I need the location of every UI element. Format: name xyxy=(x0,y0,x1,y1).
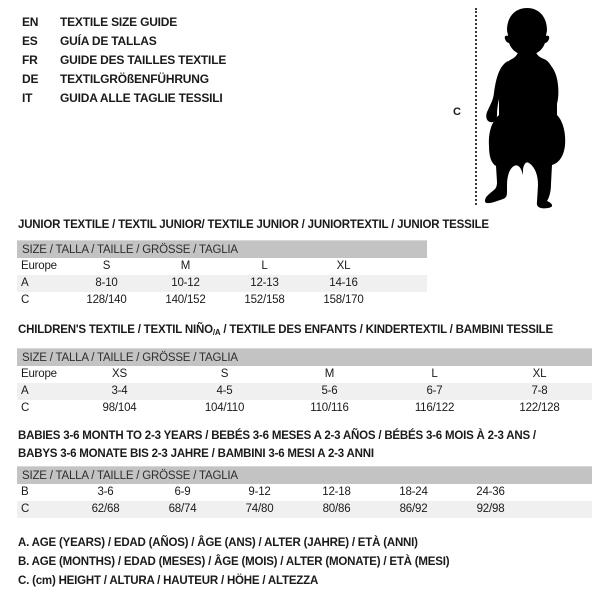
lang-label: TEXTILGRÖßENFÜHRUNG xyxy=(60,72,209,86)
table-header-size: SIZE / TALLA / TAILLE / GRÖSSE / TAGLIA xyxy=(17,240,427,258)
height-label: C xyxy=(453,106,461,118)
heading-line-2: BABYS 3-6 MONATE BIS 2-3 JAHRE / BAMBINI 3-6 MESI A 2-3 ANNI xyxy=(18,448,374,460)
size-value-cell: S xyxy=(102,260,111,272)
section-heading-children xyxy=(18,321,553,342)
size-value-cell: 152/158 xyxy=(244,294,285,306)
heading-text: CHILDREN'S TEXTILE / TEXTIL NIÑO xyxy=(18,324,213,336)
lang-row-fr xyxy=(22,51,226,70)
size-value-cell: 140/152 xyxy=(165,294,206,306)
heading-text: / TEXTILE DES ENFANTS / KINDERTEXTIL / BAMBINI TESSILE xyxy=(220,324,553,336)
size-value-cell: 104/110 xyxy=(204,402,245,414)
size-value-cell: 3-6 xyxy=(97,486,114,498)
section-heading-junior: JUNIOR TEXTILE / TEXTIL JUNIOR/ TEXTILE JUNIOR / JUNIORTEXTIL / JUNIOR TESSILE xyxy=(18,219,489,231)
size-value-cell: 24-36 xyxy=(476,486,505,498)
table-row-height xyxy=(17,400,592,417)
table-row-months xyxy=(17,484,592,501)
size-value-cell: M xyxy=(180,260,191,272)
lang-row-en xyxy=(22,13,226,32)
size-value-cell: 10-12 xyxy=(171,277,200,289)
lang-code: ES xyxy=(22,34,38,48)
lang-label: TEXTILE SIZE GUIDE xyxy=(60,15,178,29)
table-row-height xyxy=(17,501,592,518)
section-heading-babies xyxy=(18,427,536,463)
size-value-cell: 7-8 xyxy=(531,385,548,397)
size-value-cell: 6-9 xyxy=(174,486,191,498)
table-header-size: SIZE / TALLA / TAILLE / GRÖSSE / TAGLIA xyxy=(17,348,592,366)
size-value-cell: S xyxy=(220,368,229,380)
size-value-cell: 158/170 xyxy=(323,294,364,306)
row-label: B xyxy=(21,486,29,498)
heading-line-1: BABIES 3-6 MONTH TO 2-3 YEARS / BEBÉS 3-6 MESES A 2-3 AÑOS / BÉBÉS 3-6 MOIS À 2-3 ANS / xyxy=(18,430,536,442)
note-age-months: B. AGE (MONTHS) / EDAD (MESES) / ÂGE (MOIS) / ALTER (MONATE) / ETÀ (MESI) xyxy=(18,556,450,568)
table-header-size: SIZE / TALLA / TAILLE / GRÖSSE / TAGLIA xyxy=(17,466,592,484)
junior-size-table xyxy=(17,240,427,309)
table-row-europe xyxy=(17,366,592,383)
table-row-europe xyxy=(17,258,427,275)
table-row-age xyxy=(17,383,592,400)
babies-size-table xyxy=(17,466,592,518)
row-label: C xyxy=(21,402,30,414)
note-age-years: A. AGE (YEARS) / EDAD (AÑOS) / ÂGE (ANS) / ALTER (JAHRE) / ETÀ (ANNI) xyxy=(18,537,418,549)
lang-row-es xyxy=(22,32,226,51)
size-value-cell: 122/128 xyxy=(519,402,560,414)
size-value-cell: 62/68 xyxy=(91,503,120,515)
size-value-cell: 110/116 xyxy=(310,402,349,414)
size-value-cell: 74/80 xyxy=(245,503,274,515)
table-row-age xyxy=(17,275,427,292)
size-value-cell: XL xyxy=(532,368,547,380)
size-value-cell: 5-6 xyxy=(321,385,338,397)
language-list xyxy=(22,13,226,108)
size-value-cell: 92/98 xyxy=(476,503,505,515)
size-value-cell: 14-16 xyxy=(329,277,358,289)
size-value-cell: XL xyxy=(336,260,351,272)
size-value-cell: 98/104 xyxy=(102,402,137,414)
lang-row-it xyxy=(22,89,226,108)
size-value-cell: 18-24 xyxy=(399,486,428,498)
lang-code: FR xyxy=(22,53,38,67)
row-label: Europe xyxy=(21,260,57,272)
note-height-cm: C. (cm) HEIGHT / ALTURA / HAUTEUR / HÖHE / ALTEZZA xyxy=(18,575,319,587)
lang-code: EN xyxy=(22,15,39,29)
size-value-cell: 4-5 xyxy=(216,385,233,397)
size-value-cell: 86/92 xyxy=(399,503,428,515)
size-value-cell: 3-4 xyxy=(111,385,128,397)
size-value-cell: 12-18 xyxy=(322,486,351,498)
size-value-cell: 9-12 xyxy=(248,486,271,498)
size-value-cell: 12-13 xyxy=(250,277,279,289)
size-value-cell: L xyxy=(431,368,438,380)
lang-code: IT xyxy=(22,91,33,105)
lang-label: GUIDA ALLE TAGLIE TESSILI xyxy=(60,91,223,105)
size-value-cell: 128/140 xyxy=(86,294,127,306)
lang-row-de xyxy=(22,70,226,89)
row-label: C xyxy=(21,294,30,306)
table-row-height xyxy=(17,292,427,309)
legend-notes xyxy=(18,534,449,591)
lang-code: DE xyxy=(22,72,39,86)
height-measure-figure xyxy=(450,5,595,215)
row-label: Europe xyxy=(21,368,57,380)
children-size-table xyxy=(17,348,592,417)
height-dotted-line xyxy=(475,8,477,205)
size-value-cell: 80/86 xyxy=(322,503,351,515)
lang-label: GUÍA DE TALLAS xyxy=(60,34,157,48)
row-label: A xyxy=(21,277,29,289)
size-value-cell: XS xyxy=(112,368,127,380)
row-label: C xyxy=(21,503,30,515)
lang-label: GUIDE DES TAILLES TEXTILE xyxy=(60,53,227,67)
size-value-cell: L xyxy=(261,260,268,272)
size-value-cell: 68/74 xyxy=(168,503,197,515)
row-label: A xyxy=(21,385,29,397)
size-value-cell: M xyxy=(324,368,335,380)
size-value-cell: 6-7 xyxy=(426,385,443,397)
baby-silhouette-icon xyxy=(478,5,578,210)
size-value-cell: 8-10 xyxy=(95,277,118,289)
size-value-cell: 116/122 xyxy=(414,402,455,414)
heading-subscript: /A xyxy=(212,328,221,337)
